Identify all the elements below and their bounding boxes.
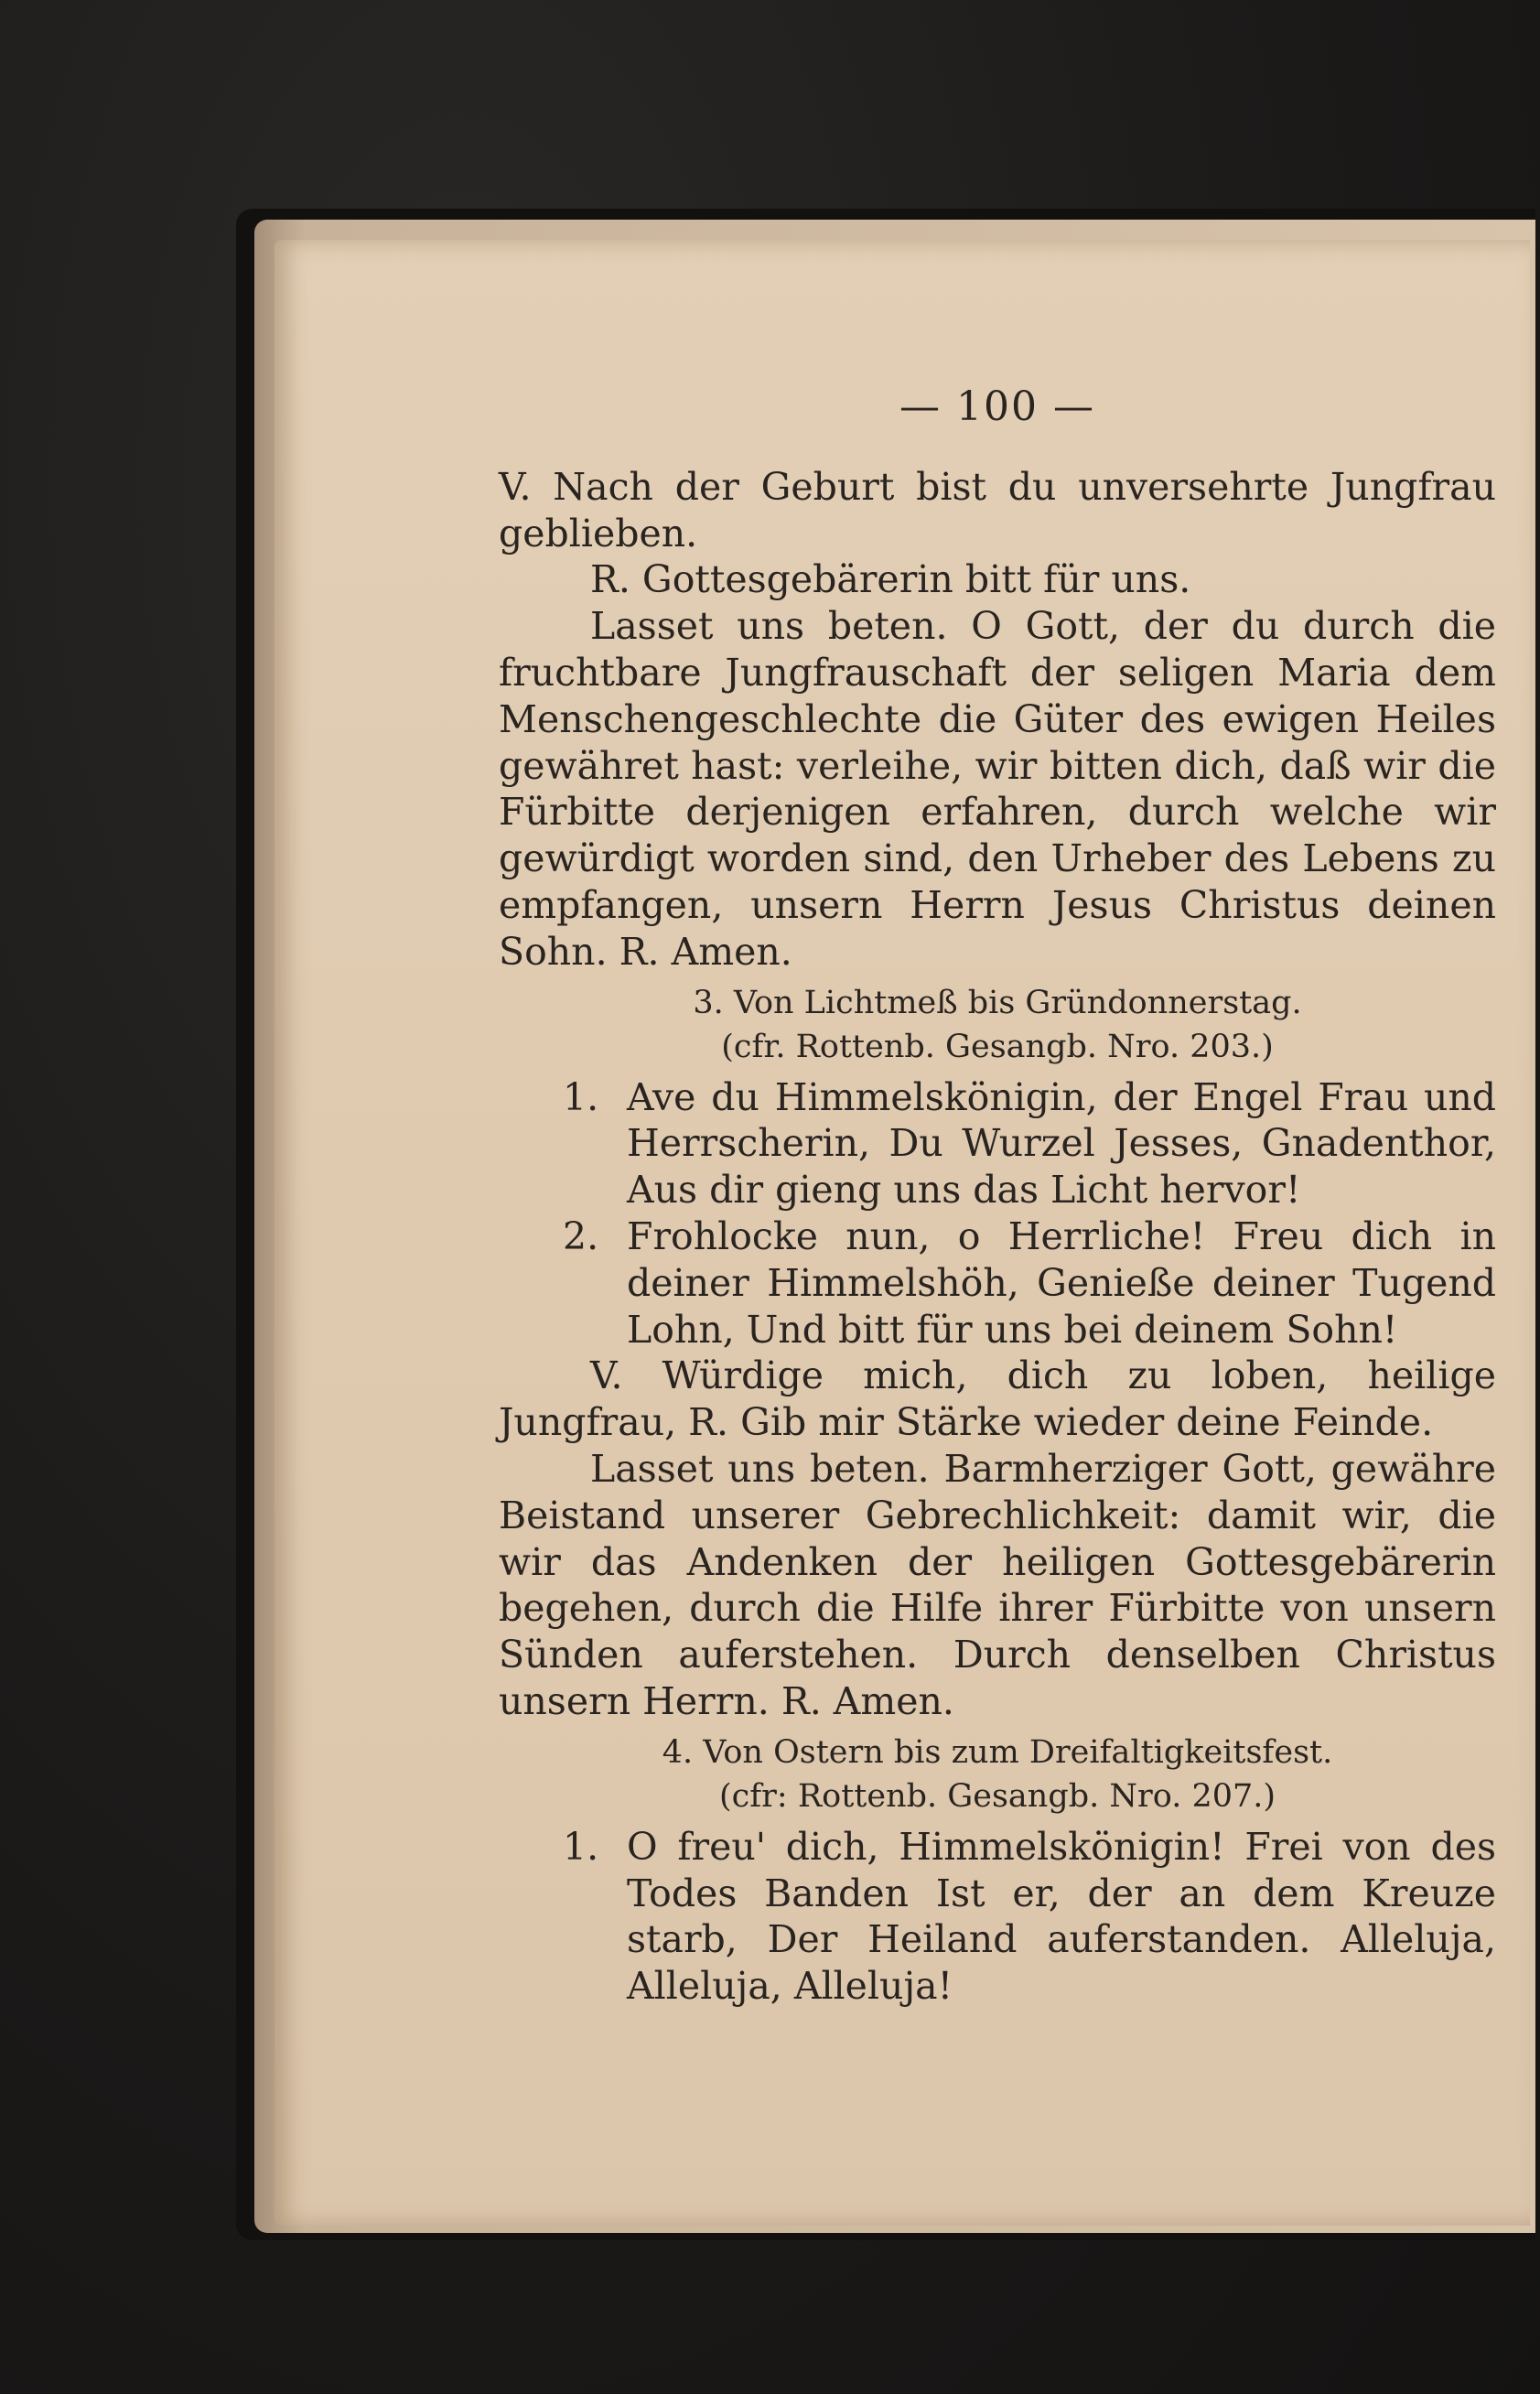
verse-number: 2. [563, 1213, 599, 1258]
section-heading-3: 3. Von Lichtmeß bis Gründonnerstag. [693, 984, 1302, 1021]
response-paragraph: R. Gottesgebärerin bitt für uns. [590, 557, 1191, 602]
section-reference-3: (cfr. Rottenb. Gesangb. Nro. 203.) [721, 1028, 1274, 1065]
verse-text: Ave du Himmelskönigin, der Engel Frau und Herrscherin, Du Wurzel Jesses, Gnadenthor, Aus dir gieng uns das Licht hervor! [627, 1074, 1496, 1213]
verse-number: 1. [563, 1824, 599, 1869]
verse-text: O freu' dich, Himmelskönigin! Frei von des Todes Banden Ist er, der an dem Kreuze starb, Der Heiland auferstanden. Alleluja, Alleluja, Alleluja! [627, 1824, 1496, 2009]
section-heading-4: 4. Von Ostern bis zum Dreifaltigkeitsfest. [662, 1733, 1333, 1771]
hymn-verse [499, 1074, 1496, 1213]
hymn-verse [499, 1213, 1496, 1353]
verse-number: 1. [563, 1074, 599, 1119]
prayer-paragraph: Lasset uns beten. O Gott, der du durch die fruchtbare Jungfrauschaft der seligen Maria dem Menschengeschlechte die Güter des ewigen Heiles gewähret hast: verleihe, wir bitten dich, daß wir die Fürbitte derjenigen erfahren, durch welche wir gewürdigt worden sind, den Urheber des Lebens zu empfangen, unsern Herrn Jesus Christus deinen Sohn. R. Amen. [499, 604, 1496, 974]
versicle-paragraph: V. Nach der Geburt bist du unversehrte Jungfrau geblieben. [499, 464, 1496, 555]
verse-text: Frohlocke nun, o Herrliche! Freu dich in deiner Himmelshöh, Genieße deiner Tugend Lohn, Und bitt für uns bei deinem Sohn! [627, 1213, 1496, 1352]
prayer-paragraph: Lasset uns beten. Barmherziger Gott, gewähre Beistand unserer Gebrechlichkeit: damit wir, die wir das Andenken der heiligen Gottesgebärerin begehen, durch die Hilfe ihrer Fürbitte von unsern Sünden auferstehen. Durch denselben Christus unsern Herrn. R. Amen. [499, 1446, 1496, 1723]
page-text [499, 384, 1496, 2010]
versicle-paragraph: V. Würdige mich, dich zu loben, heilige Jungfrau, R. Gib mir Stärke wieder deine Feinde. [499, 1353, 1496, 1445]
hymn-verse [499, 1824, 1496, 2010]
section-reference-4: (cfr: Rottenb. Gesangb. Nro. 207.) [718, 1777, 1276, 1815]
page-number: — 100 — [899, 383, 1095, 430]
